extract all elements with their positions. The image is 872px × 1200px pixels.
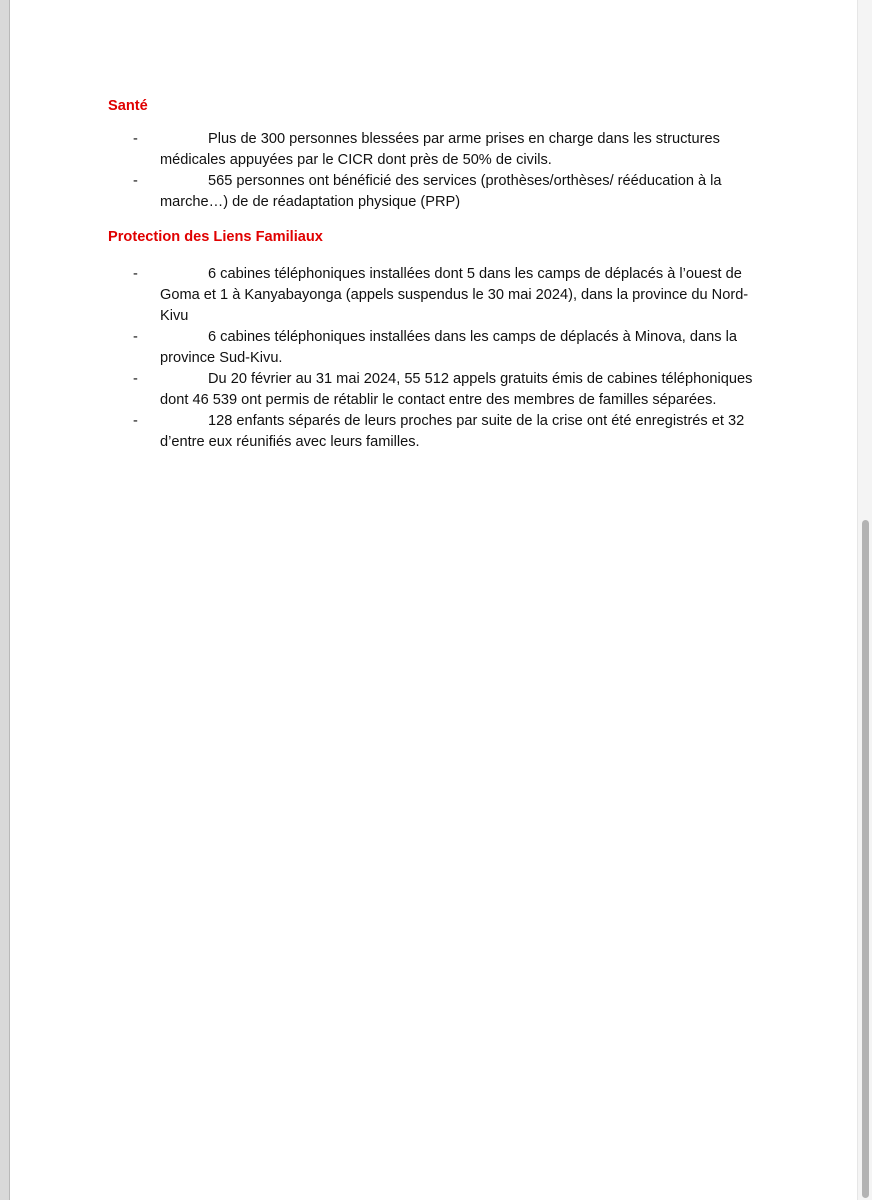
- plf-list: [108, 264, 768, 453]
- section-title-sante: Santé: [108, 98, 148, 114]
- vertical-scrollbar[interactable]: [857, 0, 872, 1200]
- page-border: [9, 0, 10, 1200]
- scrollbar-thumb[interactable]: [862, 520, 869, 1198]
- list-item: [108, 264, 768, 327]
- section-title-protection-liens-familiaux: Protection des Liens Familiaux: [108, 229, 323, 245]
- list-item: [108, 369, 768, 411]
- document-body: [108, 96, 768, 453]
- bullet-dash: -: [133, 131, 138, 147]
- sante-list: [108, 129, 768, 213]
- list-item-text: 128 enfants séparés de leurs proches par suite de la crise ont été enregistrés et 32 d’entre eux réunifiés avec leurs familles.: [160, 413, 745, 450]
- list-item-text: 565 personnes ont bénéficié des services (prothèses/orthèses/ rééducation à la marche…) de de réadaptation physique (PRP): [160, 173, 722, 210]
- list-item-text: Plus de 300 personnes blessées par arme prises en charge dans les structures médicales appuyées par le CICR dont près de 50% de civils.: [160, 131, 720, 168]
- list-item: [108, 171, 768, 213]
- bullet-dash: -: [133, 413, 138, 429]
- list-item: [108, 129, 768, 171]
- bullet-dash: -: [133, 266, 138, 282]
- bullet-dash: -: [133, 173, 138, 189]
- list-item: [108, 411, 768, 453]
- list-item: [108, 327, 768, 369]
- bullet-dash: -: [133, 371, 138, 387]
- list-item-text: 6 cabines téléphoniques installées dont 5 dans les camps de déplacés à l’ouest de Goma et 1 à Kanyabayonga (appels suspendus le 30 mai 2024), dans la province du Nord-Kivu: [160, 266, 749, 324]
- list-item-text: Du 20 février au 31 mai 2024, 55 512 appels gratuits émis de cabines téléphoniques dont 46 539 ont permis de rétablir le contact entre des membres de familles séparées.: [160, 371, 753, 408]
- bullet-dash: -: [133, 329, 138, 345]
- list-item-text: 6 cabines téléphoniques installées dans les camps de déplacés à Minova, dans la province Sud-Kivu.: [160, 329, 737, 366]
- page-left-edge: [0, 0, 9, 1200]
